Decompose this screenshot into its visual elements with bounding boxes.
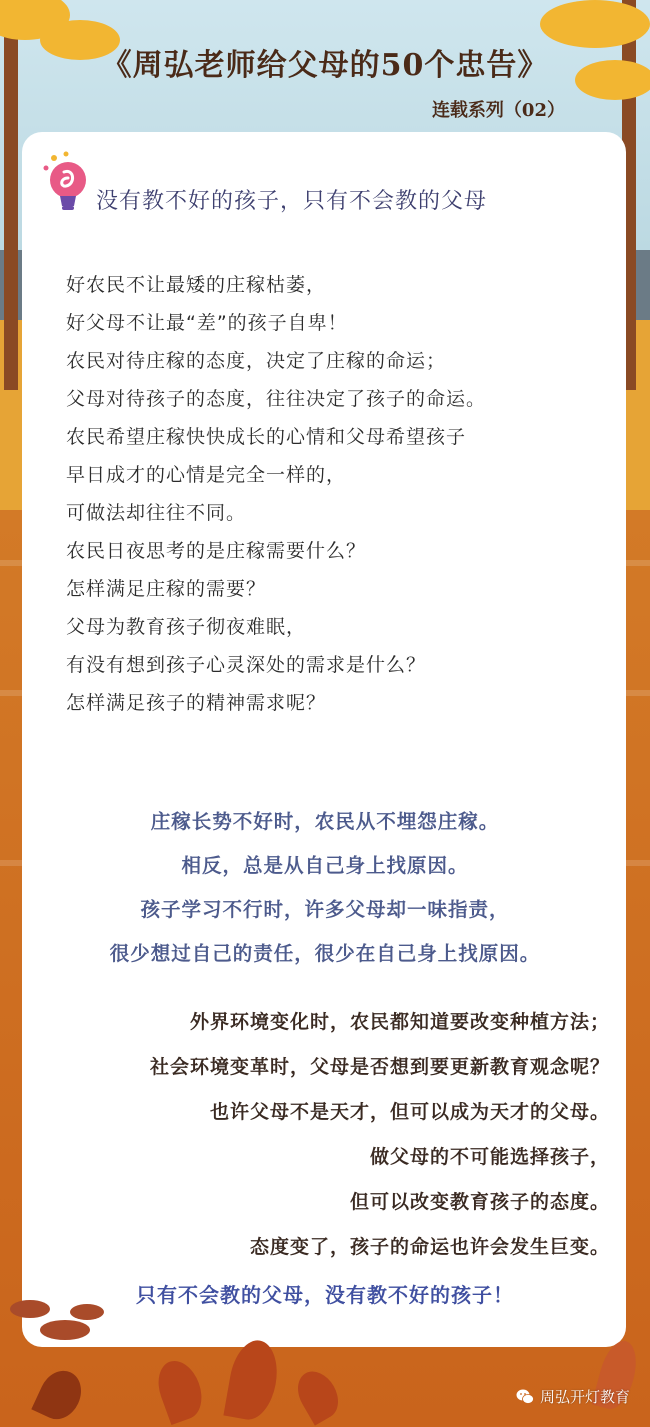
- text-line: 也许父母不是天才，但可以成为天才的父母。: [209, 1101, 610, 1123]
- text-line: 但可以改变教育孩子的态度。: [349, 1191, 610, 1213]
- text-line: 庄稼长势不好时，农民从不埋怨庄稼。: [150, 810, 500, 833]
- text-line: 可做法却往往不同。: [66, 502, 247, 524]
- text-line: 早日成才的心情是完全一样的，: [66, 464, 347, 486]
- text-line: 父母对待孩子的态度，往往决定了孩子的命运。: [66, 388, 487, 410]
- lightbulb-icon: [38, 150, 94, 216]
- series-subtitle: 连载系列（02）: [431, 100, 565, 121]
- text-line: 相反，总是从自己身上找原因。: [181, 854, 469, 877]
- mushroom-decoration: [70, 1304, 104, 1320]
- watermark: [516, 1386, 630, 1407]
- text-line: 怎样满足庄稼的需要？: [66, 578, 267, 600]
- text-line: 态度变了，孩子的命运也许会发生巨变。: [249, 1236, 610, 1258]
- text-line: 外界环境变化时，农民都知道要改变种植方法；: [189, 1011, 610, 1033]
- text-line: 父母为教育孩子彻夜难眠，: [66, 616, 307, 638]
- text-line: 孩子学习不行时，许多父母却一味指责，: [140, 898, 510, 921]
- paragraph-highlight: [0, 800, 650, 976]
- wechat-icon: [516, 1389, 534, 1405]
- text-line: 农民希望庄稼快快成长的心情和父母希望孩子: [66, 426, 467, 448]
- text-line: 好农民不让最矮的庄稼枯萎，: [66, 274, 327, 296]
- text-line: 好父母不让最“差”的孩子自卑！: [66, 312, 348, 334]
- watermark-text: 周弘开灯教育: [539, 1388, 630, 1406]
- text-line: 怎样满足孩子的精神需求呢？: [66, 692, 327, 714]
- text-line: 社会环境变革时，父母是否想到要更新教育观念呢？: [149, 1056, 610, 1078]
- text-line: 做父母的不可能选择孩子，: [369, 1146, 610, 1168]
- text-line: 农民对待庄稼的态度，决定了庄稼的命运；: [66, 350, 447, 372]
- text-line: 农民日夜思考的是庄稼需要什么？: [66, 540, 367, 562]
- page-title: 《周弘老师给父母的50个忠告》: [101, 48, 549, 83]
- text-line: 很少想过自己的责任，很少在自己身上找原因。: [109, 942, 541, 965]
- closing-statement: 只有不会教的父母，没有教不好的孩子！: [136, 1283, 514, 1307]
- mushroom-decoration: [10, 1300, 50, 1318]
- paragraph-conclusion: [10, 1000, 610, 1270]
- card-heading: 没有教不好的孩子，只有不会教的父母: [96, 189, 488, 214]
- text-line: 有没有想到孩子心灵深处的需求是什么？: [66, 654, 427, 676]
- mushroom-decoration: [40, 1320, 90, 1340]
- paragraph-intro: [66, 266, 626, 722]
